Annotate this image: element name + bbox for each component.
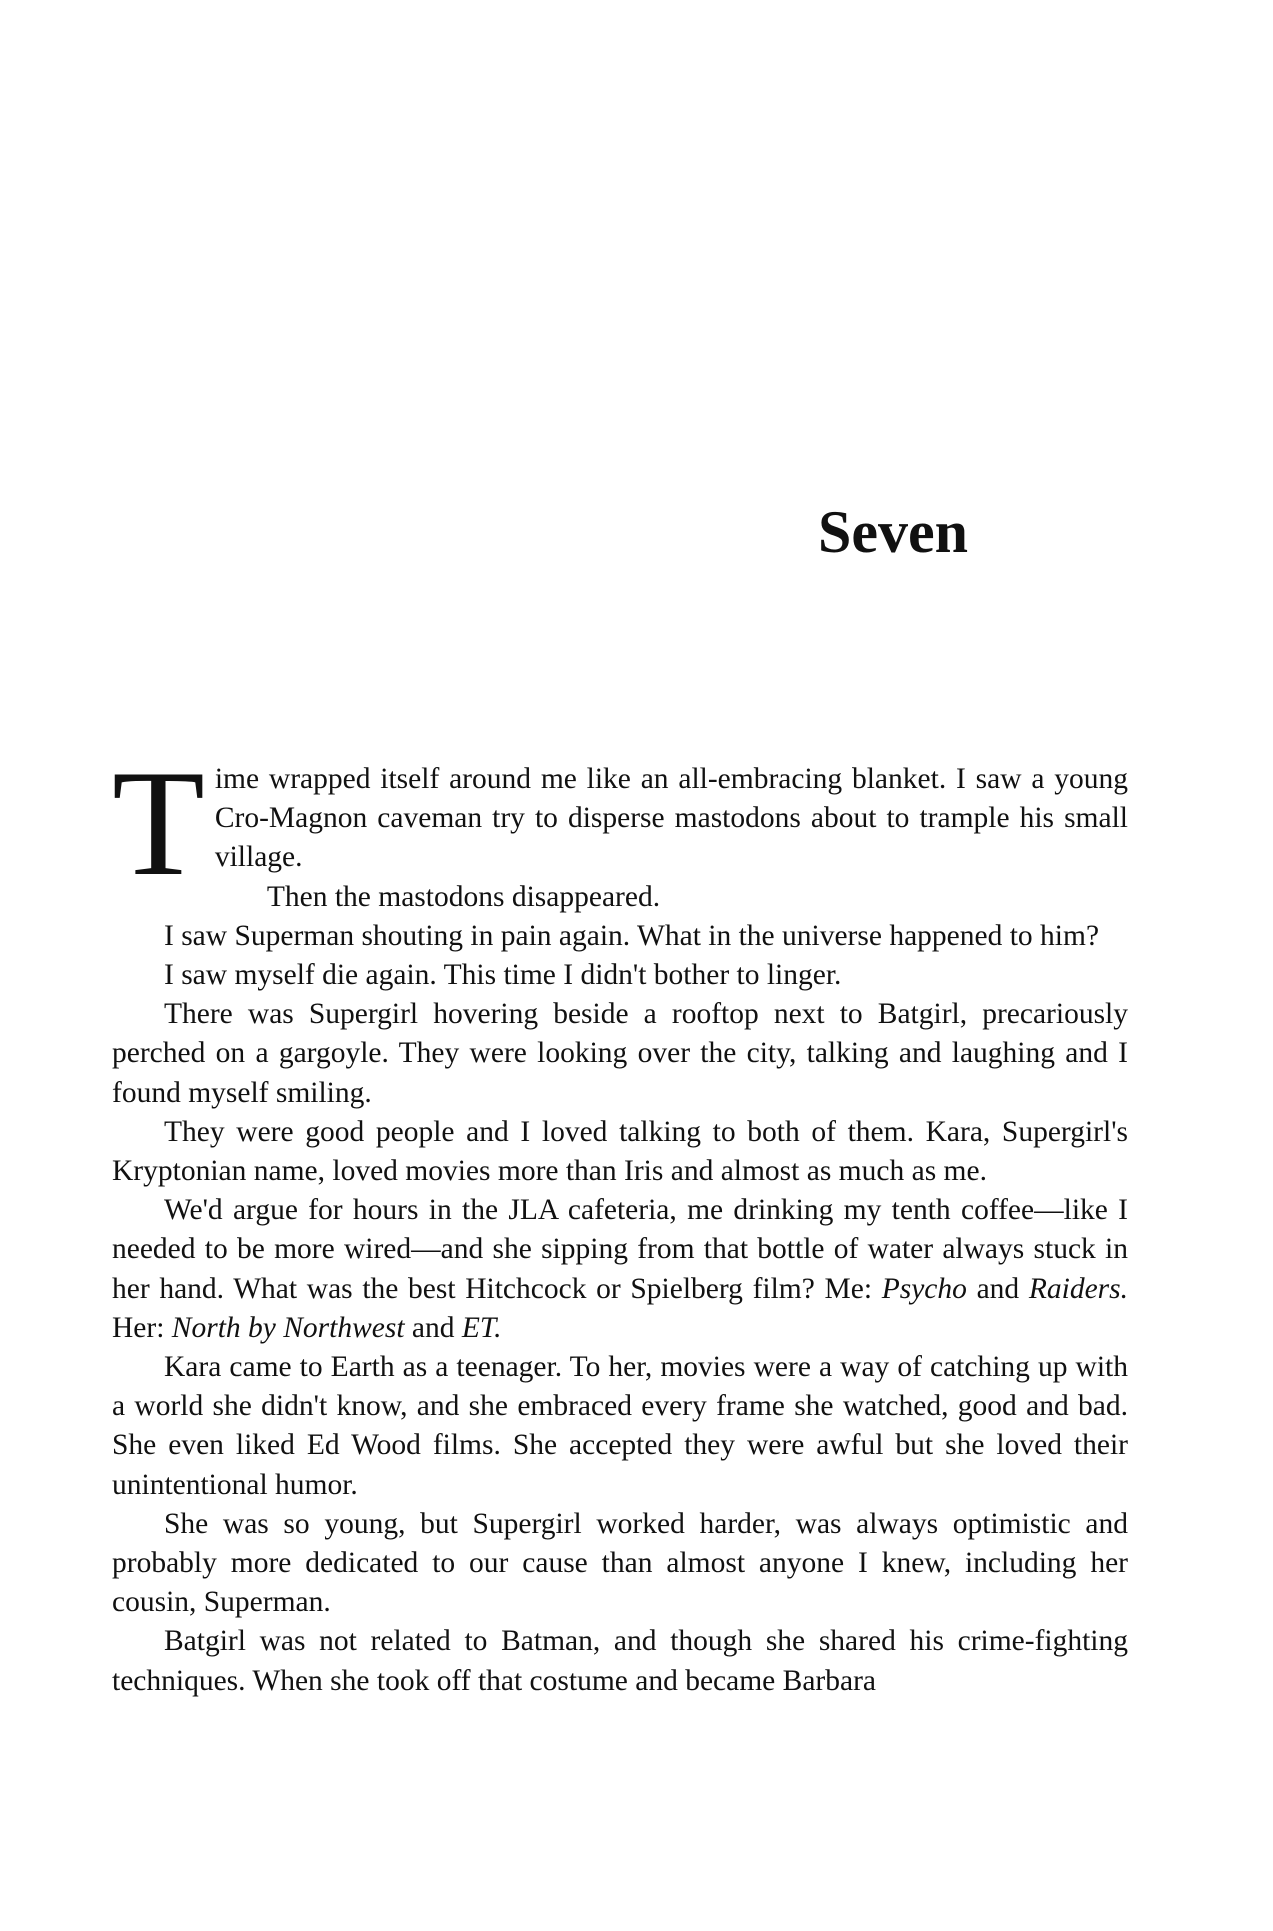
paragraph-1-text: ime wrapped itself around me like an all-embracing blanket. I saw a young Cro-Magnon caveman try to disperse mastodons about to trample his small village.: [214, 763, 1128, 874]
paragraph-10: Batgirl was not related to Batman, and though she shared his crime-fighting techniques. When she took off that costume and became Barbara: [112, 1625, 1128, 1697]
paragraph-2: Then the mastodons disappeared.: [266, 880, 661, 913]
film-title-psycho: Psycho: [881, 1272, 967, 1305]
paragraph-3: I saw Superman shouting in pain again. What in the universe happened to him?: [164, 919, 1100, 952]
paragraph-5: There was Supergirl hovering beside a rooftop next to Batgirl, precariously perched on a gargoyle. They were looking over the city, talking and laughing and I found myself smiling.: [112, 998, 1128, 1109]
paragraph-7-and-2: and: [404, 1311, 462, 1344]
chapter-body: [112, 739, 1129, 1701]
paragraph-8: Kara came to Earth as a teenager. To her, movies were a way of catching up with a world she didn't know, and she embraced every frame she watched, good and bad. She even liked Ed Wood films. She accepted they were awful but she loved their unintentional humor.: [112, 1351, 1128, 1501]
paragraph-7-her: Her:: [112, 1311, 172, 1344]
drop-cap: T: [112, 739, 205, 907]
paragraph-4: I saw myself die again. This time I didn't bother to linger.: [164, 959, 842, 992]
paragraph-7-and-1: and: [966, 1272, 1029, 1305]
paragraph-7: [112, 1191, 1128, 1348]
chapter-title: Seven: [818, 499, 968, 565]
film-title-raiders: Raiders.: [1028, 1272, 1129, 1305]
paragraph-6: They were good people and I loved talking to both of them. Kara, Supergirl's Kryptonian name, loved movies more than Iris and almost as much as me.: [112, 1115, 1128, 1188]
paragraph-7-text: We'd argue for hours in the JLA cafeteria, me drinking my tenth coffee—like I needed to be more wired—and she sipping from that bottle of water always stuck in her hand. What was the best Hitchcock or Spielberg film? Me:: [112, 1194, 1128, 1305]
film-title-north-by-northwest: North by Northwest: [171, 1311, 405, 1344]
paragraph-9: She was so young, but Supergirl worked harder, was always optimistic and probably more dedicated to our cause than almost anyone I knew, including her cousin, Superman.: [112, 1507, 1128, 1619]
film-title-et: ET.: [461, 1311, 502, 1344]
